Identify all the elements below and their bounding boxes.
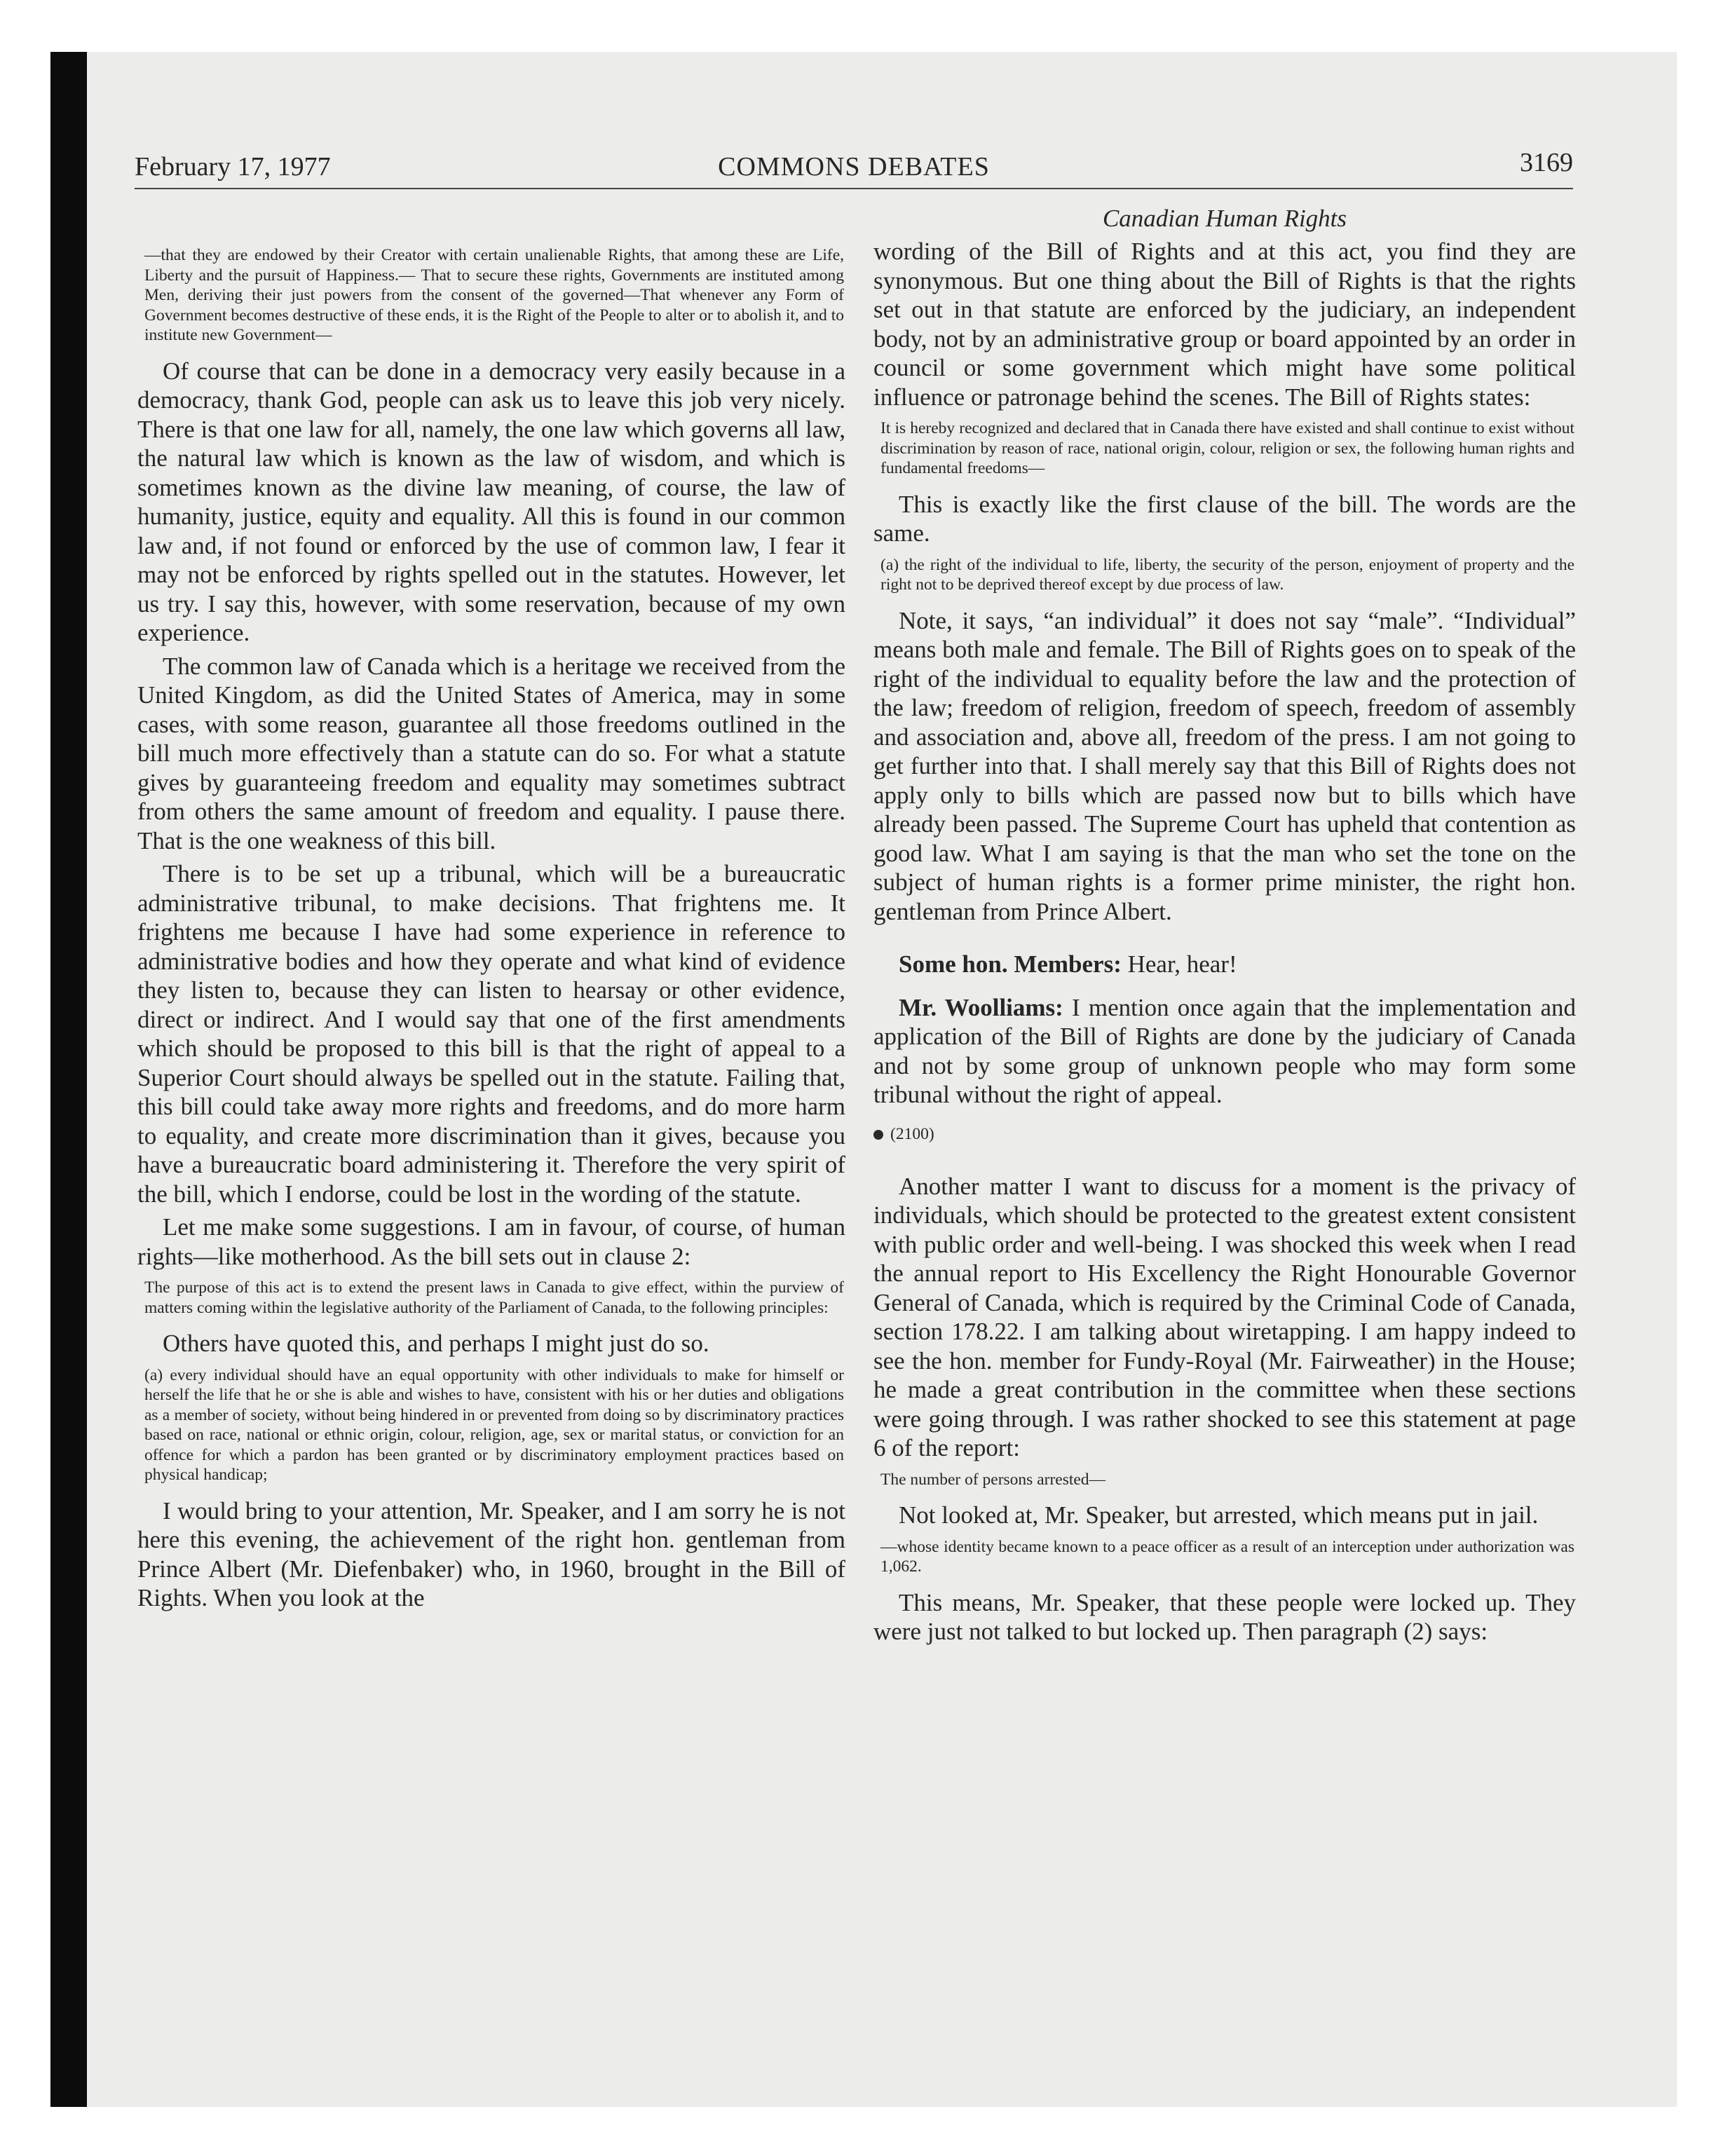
- left-column: [137, 238, 845, 1617]
- paragraph: wording of the Bill of Rights and at this act, you find they are synonymous. But one thing about the Bill of Rights is that the rights set out in that statute are enforced by the judiciary, an independent body, not by an administrative group or board appointed by an order in council or some government which might have some political influence or patronage behind the scenes. The Bill of Rights states:: [873, 238, 1576, 411]
- time-marker: [873, 1125, 1576, 1144]
- section-heading: Canadian Human Rights: [1102, 205, 1347, 232]
- paragraph: Another matter I want to discuss for a moment is the privacy of individuals, which should be protected to the greatest extent consistent with public order and well-being. I was shocked this week when I read the annual report to His Excellency the Right Honourable Governor General of Canada, which is required by the Criminal Code of Canada, section 178.22. I am talking about wiretapping. I am happy indeed to see the hon. member for Fundy-Royal (Mr. Fairweather) in the House; he made a great contribution in the committee when these sections were going through. I was rather shocked to see this statement at page 6 of the report:: [873, 1172, 1576, 1461]
- paragraph: There is to be set up a tribunal, which will be a bureaucratic administrative tribunal, to make decisions. That frightens me. It frightens me because I have had some experience in reference to administrative bodies and how they operate and what kind of evidence they listen to, because they can listen to hearsay or other evidence, direct or indirect. And I would say that one of the first amendments which should be proposed to this bill is that the right of appeal to a Superior Court should always be spelled out in the statute. Failing that, this bill could take away more rights and freedoms, and do more harm to equality, and create more discrimination than it gives, because you have a bureaucratic board administering it. Therefore the very spirit of the bill, which I endorse, could be lost in the wording of the statute.: [137, 860, 845, 1208]
- paragraph: Others have quoted this, and perhaps I might just do so.: [163, 1330, 709, 1357]
- paragraph: Of course that can be done in a democracy very easily because in a democracy, thank God, people can ask us to leave this job very nicely. There is that one law for all, namely, the one law which governs all law, the natural law which is known as the law of wisdom, and which is sometimes known as the divine law meaning, of course, the law of humanity, justice, equity and equality. All this is found in our common law and, if not found or enforced by the use of common law, I fear it may not be enforced by rights spelled out in the statutes. However, let us try. I say this, however, with some reservation, because of my own experience.: [137, 357, 845, 646]
- time-marker-text: (2100): [890, 1124, 934, 1143]
- page-number: 3169: [1520, 148, 1573, 177]
- page-header: [135, 146, 1573, 189]
- paragraph: Note, it says, “an individual” it does not say “male”. “Individual” means both male and female. The Bill of Rights goes on to speak of the right of the individual to equality before the law and the protection of the law; freedom of religion, freedom of speech, freedom of assembly and association and, above all, freedom of the press. I am not going to get further into that. I shall merely say that this Bill of Rights does not apply only to bills which are passed now but to bills which have already been passed. The Supreme Court has upheld that contention as good law. What I am saying is that the man who set the tone on the subject of human rights is a former prime minister, the right hon. gentleman from Prince Albert.: [873, 606, 1576, 925]
- speech-interjection: [873, 950, 1576, 979]
- block-quote: The number of persons arrested—: [880, 1470, 1106, 1489]
- block-quote: The purpose of this act is to extend the present laws in Canada to give effect, within the purview of matters coming within the legislative authority of the Parliament of Canada, to the following principles:: [144, 1278, 844, 1317]
- block-quote: It is hereby recognized and declared that in Canada there have existed and shall continue to exist without discrimination by reason of race, national origin, colour, religion or sex, the following human rights and fundamental freedoms—: [880, 419, 1574, 477]
- right-column: [873, 203, 1576, 1651]
- block-quote: —whose identity became known to a peace officer as a result of an interception under authorization was 1,062.: [880, 1537, 1574, 1576]
- paragraph: This is exactly like the first clause of the bill. The words are the same.: [873, 490, 1576, 547]
- paragraph: This means, Mr. Speaker, that these people were locked up. They were just not talked to but locked up. Then paragraph (2) says:: [873, 1588, 1576, 1645]
- bullet-icon: [873, 1130, 883, 1140]
- header-date: February 17, 1977: [135, 152, 331, 182]
- speech-text: I mention once again that the implementation and application of the Bill of Rights are done by the judiciary of Canada and not by some group of unknown people who may form some tribunal without the right of appeal.: [873, 993, 1576, 1108]
- speaker-name: Some hon. Members:: [899, 950, 1122, 978]
- paragraph: Not looked at, Mr. Speaker, but arrested, which means put in jail.: [899, 1501, 1539, 1529]
- paragraph: I would bring to your attention, Mr. Speaker, and I am sorry he is not here this evening, the achievement of the right hon. gentleman from Prince Albert (Mr. Diefenbaker) who, in 1960, brought in the Bill of Rights. When you look at the: [137, 1496, 845, 1611]
- block-quote: —that they are endowed by their Creator with certain unalienable Rights, that among these are Life, Liberty and the pursuit of Happiness.— That to secure these rights, Governments are instituted among Men, deriving their just powers from the consent of the governed—That whenever any Form of Government becomes destructive of these ends, it is the Right of the People to alter or to abolish it, and to institute new Government—: [144, 246, 844, 344]
- block-quote: (a) the right of the individual to life, liberty, the security of the person, enjoyment of property and the right not to be deprived thereof except by due process of law.: [880, 555, 1574, 594]
- speech-text: Hear, hear!: [1121, 950, 1237, 978]
- speaker-name: Mr. Woolliams:: [899, 993, 1063, 1021]
- speech-woolliams: [873, 993, 1576, 1110]
- block-quote: (a) every individual should have an equal opportunity with other individuals to make for himself or herself the life that he or she is able and wishes to have, consistent with his or her duties and obligations as a member of society, without being hindered in or prevented from doing so by discriminatory practices based on race, national or ethnic origin, colour, religion, age, sex or marital status, or conviction for an offence for which a pardon has been granted or by discriminatory employment practices based on physical handicap;: [144, 1365, 844, 1484]
- binding-edge: [50, 52, 87, 2107]
- paragraph: The common law of Canada which is a heritage we received from the United Kingdom, as did the United States of America, may in some cases, with some reason, guarantee all those freedoms outlined in the bill much more effectively than a statute can do so. For what a statute gives by guaranteeing freedom and equality may sometimes subtract from others the same amount of freedom and equality. I pause there. That is the one weakness of this bill.: [137, 652, 845, 854]
- header-title: COMMONS DEBATES: [718, 152, 990, 182]
- paragraph: Let me make some suggestions. I am in favour, of course, of human rights—like motherhood. As the bill sets out in clause 2:: [137, 1213, 845, 1270]
